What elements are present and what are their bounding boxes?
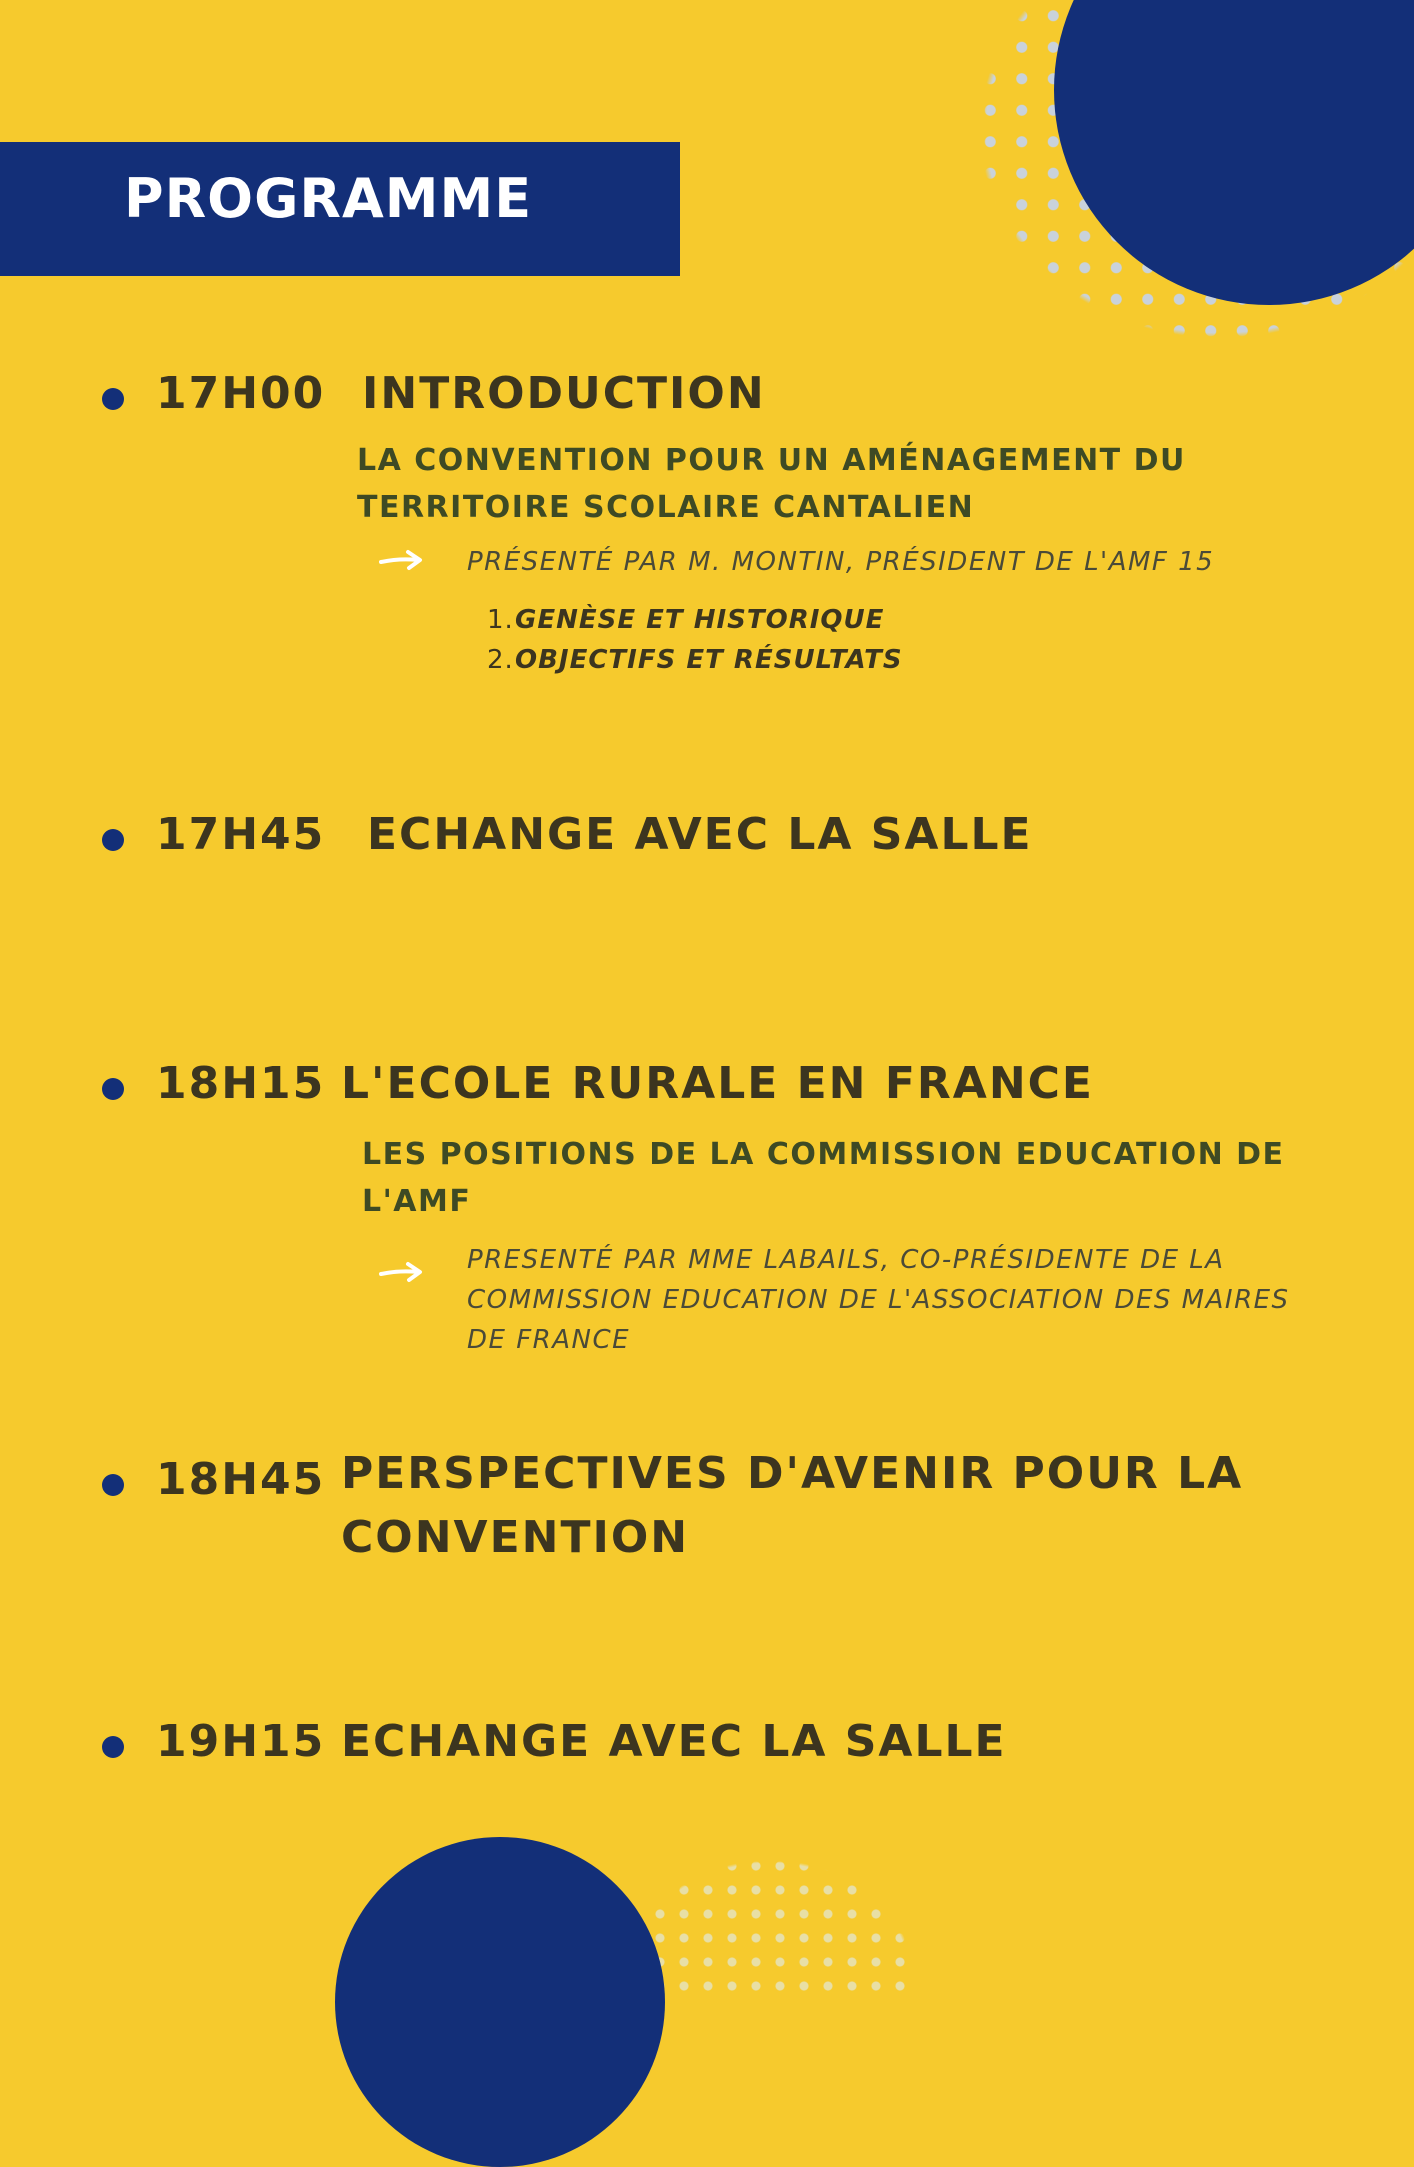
agenda-title: ECHANGE AVEC LA SALLE bbox=[341, 1716, 1007, 1767]
bullet-icon bbox=[102, 829, 124, 851]
agenda-time: 19H15 bbox=[156, 1716, 326, 1767]
agenda-time: 17H00 bbox=[156, 368, 326, 419]
agenda-subtitle: LA CONVENTION POUR UN AMÉNAGEMENT DU TERRITOIRE SCOLAIRE CANTALIEN bbox=[357, 443, 1186, 525]
agenda-presenter: PRÉSENTÉ PAR M. MONTIN, PRÉSIDENT DE L'AMF 15 bbox=[467, 547, 1215, 577]
arrow-right-icon bbox=[378, 548, 424, 574]
bullet-icon bbox=[102, 388, 124, 410]
agenda-subtitle: LES POSITIONS DE LA COMMISSION EDUCATION DE L'AMF bbox=[362, 1137, 1285, 1219]
list-item: 1.GENÈSE ET HISTORIQUE bbox=[487, 605, 885, 635]
topic-list bbox=[487, 600, 903, 680]
bullet-icon bbox=[102, 1078, 124, 1100]
agenda-title: ECHANGE AVEC LA SALLE bbox=[367, 809, 1033, 860]
arrow-right-icon bbox=[378, 1260, 424, 1286]
page-title: PROGRAMME bbox=[124, 167, 533, 230]
agenda-title: PERSPECTIVES D'AVENIR POUR LA CONVENTION bbox=[341, 1448, 1244, 1563]
programme-banner bbox=[0, 142, 680, 276]
list-item: 2.OBJECTIFS ET RÉSULTATS bbox=[487, 645, 903, 675]
agenda-title: L'ECOLE RURALE EN FRANCE bbox=[341, 1058, 1094, 1109]
decorative-circle-bottom bbox=[335, 1837, 665, 2167]
bullet-icon bbox=[102, 1736, 124, 1758]
agenda-time: 18H15 bbox=[156, 1058, 326, 1109]
agenda-time: 17H45 bbox=[156, 809, 326, 860]
agenda-presenter: PRESENTÉ PAR MME LABAILS, CO-PRÉSIDENTE DE LA COMMISSION EDUCATION DE L'ASSOCIATION DES MAIRES DE FRANCE bbox=[467, 1245, 1290, 1355]
agenda-time: 18H45 bbox=[156, 1454, 326, 1505]
agenda-title: INTRODUCTION bbox=[362, 368, 766, 419]
bullet-icon bbox=[102, 1474, 124, 1496]
